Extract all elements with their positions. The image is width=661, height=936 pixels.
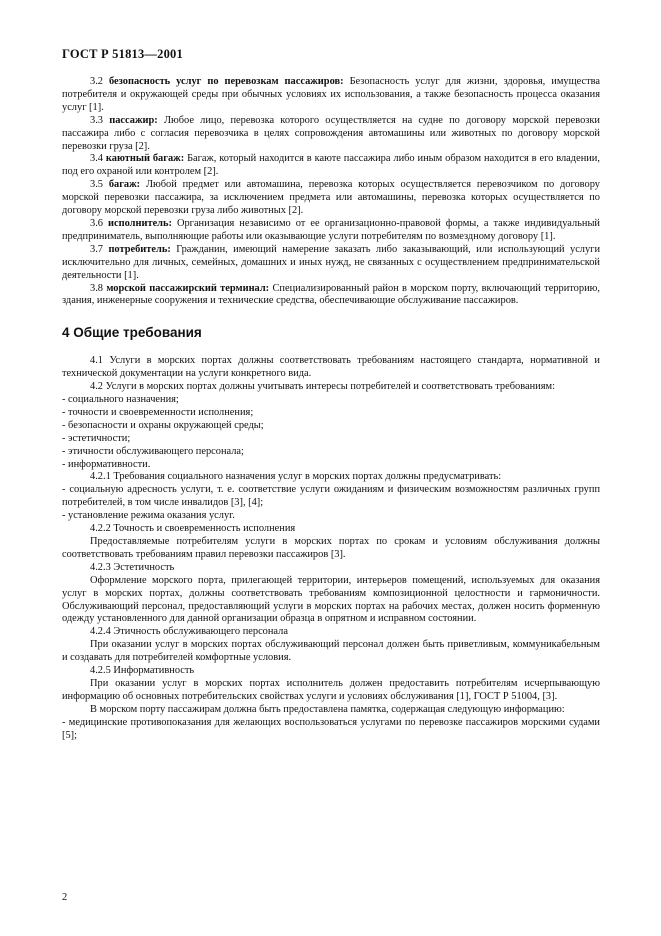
definition-text: Любой предмет или автомашина, перевозка которых осуществляется перевозчиком по договору морской перевозки пассажира, за исключением предмета или автомашины, перевозка которых осуществляется по договору морской перевозки груза либо животных [2]. (62, 179, 600, 217)
list-item: - информативности. (62, 458, 151, 470)
definition-3-4: 3.4 каютный багаж: Багаж, который находится в каюте пассажира либо иным образом находится в его владении, под его охраной или контролем [2]. (62, 153, 600, 178)
page-content (62, 76, 600, 743)
definition-text: Багаж, который находится в каюте пассажира либо иным образом находится в его владении, под его охраной или контролем [2]. (62, 153, 600, 178)
list-item: - этичности обслуживающего персонала; (62, 445, 244, 457)
list-item: - безопасности и охраны окружающей среды; (62, 419, 264, 431)
definition-term: каютный багаж: (105, 153, 185, 165)
paragraph-4-1: 4.1 Услуги в морских портах должны соответствовать требованиям настоящего стандарта, нормативной и технической документации на услуги конкретного вида. (62, 355, 600, 380)
subsection-heading-4-2-3: 4.2.3 Эстетичность (90, 561, 175, 573)
definition-3-3: 3.3 пассажир: Любое лицо, перевозка которого осуществляется на судне по договору морской перевозки пассажира либо с согласия перевозчика в целях сопровождения автомашины или животных по договору морской перевозки груза [2]. (62, 114, 600, 152)
paragraph-4-2-5-a: При оказании услуг в морских портах исполнитель должен предоставить потребителям исчерпывающую информацию об основных потребительских свойствах услуги и условиях обслуживания [1], ГОСТ Р 51004, [3]. (62, 677, 600, 702)
definition-text: Специализированный район в морском порту, включающий территорию, здания, инженерные сооружения и технические средства, обеспечивающие обслуживание пассажиров. (62, 282, 600, 307)
definition-3-2: 3.2 безопасность услуг по перевозкам пассажиров: Безопасность услуг для жизни, здоровья, имущества потребителя и окружающей среды при обычных условиях их использования, а также безопасность процесса оказания услуг [1]. (62, 76, 600, 113)
list-item: - медицинские противопоказания для желающих воспользоваться услугами по перевозке пассажиров морскими судами [5]; (62, 716, 600, 741)
list-item: - установление режима оказания услуг. (62, 510, 235, 522)
list-item: - эстетичности; (62, 432, 131, 444)
paragraph-4-2-4: При оказании услуг в морских портах обслуживающий персонал должен быть приветливым, коммуникабельным и создавать для потребителей комфортные условия. (62, 639, 600, 664)
definition-term: морской пассажирский терминал: (106, 282, 270, 294)
subsection-heading-4-2-2: 4.2.2 Точность и своевременность исполнения (90, 523, 296, 535)
document-code-header: ГОСТ Р 51813—2001 (62, 47, 183, 61)
paragraph-4-2-3: Оформление морского порта, прилегающей территории, интерьеров помещений, используемых для оказания услуг в морских портах, должны соответствовать требованиям композиционной целостности и гармоничности. Обслуживающий персонал, предоставляющий услуги в морских портах на рабочих местах, должен носить форменную одежду установленного для данной организации образца в опрятном и исправном состоянии. (62, 574, 600, 625)
definition-term: пассажир: (109, 114, 158, 126)
definition-text: Гражданин, имеющий намерение заказать либо заказывающий, или использующий услуги исключительно для личных, семейных, домашних и иных нужд, не связанных с осуществлением предпринимательской деятельности [1]. (62, 243, 601, 281)
paragraph-4-2-1: 4.2.1 Требования социального назначения услуг в морских портах должны предусматривать: (90, 471, 502, 483)
definition-text: Любое лицо, перевозка которого осуществляется на судне по договору морской перевозки пассажира либо с согласия перевозчика в целях сопровождения автомашины или животных по договору морской перевозки груза [2]. (62, 114, 600, 152)
definition-3-8: 3.8 морской пассажирский терминал: Специализированный район в морском порту, включающий территорию, здания, инженерные сооружения и технические средства, обеспечивающие обслуживание пассажиров. (62, 282, 600, 307)
page-number: 2 (62, 892, 68, 903)
definition-text: Организация независимо от ее организационно-правовой формы, а также индивидуальный предприниматель, выполняющие работы или оказывающие услуги потребителям по возмездному договору [1]. (62, 217, 600, 242)
definition-term: безопасность услуг по перевозкам пассажиров: (109, 76, 344, 87)
definition-3-7: 3.7 потребитель: Гражданин, имеющий намерение заказать либо заказывающий, или использующий услуги исключительно для личных, семейных, домашних и иных нужд, не связанных с осуществлением предпринимательской деятельности [1]. (62, 243, 601, 281)
paragraph-4-2-2: Предоставляемые потребителям услуги в морских портах по срокам и условиям обслуживания должны соответствовать требованиям правил перевозки пассажиров [3]. (62, 536, 600, 560)
section-4-title: 4 Общие требования (62, 325, 202, 341)
list-item: - социальную адресность услуги, т. е. соответствие услуги ожиданиям и физическим возможностям различных групп потребителей, в том числе инвалидов [3], [4]; (62, 484, 600, 509)
definition-term: исполнитель: (108, 217, 172, 229)
definition-3-5: 3.5 багаж: Любой предмет или автомашина, перевозка которых осуществляется перевозчиком по договору морской перевозки пассажира, за исключением предмета или автомашины, перевозка которых осуществляется по договору морской перевозки груза либо животных [2]. (62, 179, 600, 217)
definition-term: багаж: (108, 179, 141, 191)
definition-term: потребитель: (108, 243, 171, 255)
definition-text: Безопасность услуг для жизни, здоровья, имущества потребителя и окружающей среды при обычных условиях их использования, а также безопасность процесса оказания услуг [1]. (62, 76, 600, 113)
paragraph-4-2: 4.2 Услуги в морских портах должны учитывать интересы потребителей и соответствовать требованиям: (90, 381, 555, 393)
paragraph-4-2-5-b: В морском порту пассажирам должна быть предоставлена памятка, содержащая следующую информацию: (90, 703, 565, 715)
subsection-heading-4-2-5: 4.2.5 Информативность (90, 665, 195, 677)
list-item: - социального назначения; (62, 394, 179, 406)
list-item: - точности и своевременности исполнения; (62, 406, 254, 418)
definition-3-6: 3.6 исполнитель: Организация независимо от ее организационно-правовой формы, а также индивидуальный предприниматель, выполняющие работы или оказывающие услуги потребителям по возмездному договору [1]. (62, 217, 600, 242)
subsection-heading-4-2-4: 4.2.4 Этичность обслуживающего персонала (90, 626, 288, 638)
